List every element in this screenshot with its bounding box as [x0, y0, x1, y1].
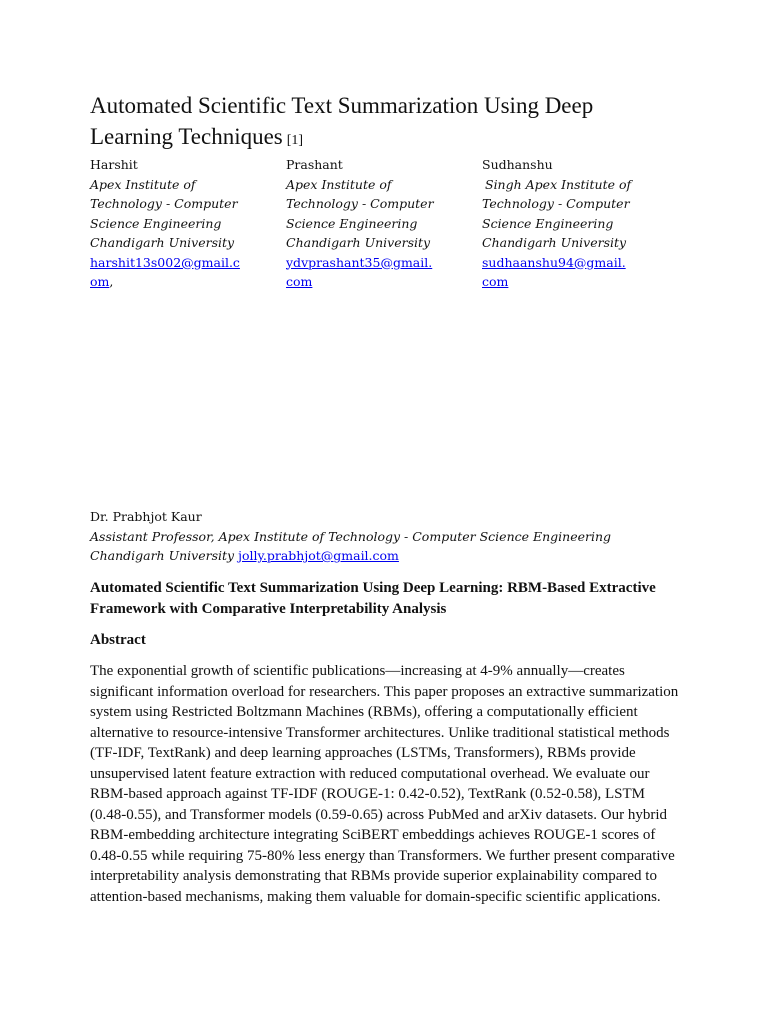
advisor-name: Dr. Prabhjot Kaur: [90, 509, 202, 524]
author-email-trailing: ,: [109, 274, 114, 289]
author-affiliation: Apex Institute of Technology - Computer Science Engineering Chandigarh University: [286, 176, 434, 250]
document-title: [90, 90, 650, 156]
author-block: [286, 155, 482, 292]
abstract-text: The exponential growth of scientific publications—increasing at 4-9% annually—creates significant information overload for researchers. This paper proposes an extractive summarization system using Restricted Boltzmann Machines (RBMs), offering a computationally efficient alternative to resource-intensive Transformer architectures. Unlike traditional statistical methods (TF-IDF, TextRank) and deep learning approaches (LSTMs, Transformers), RBMs provide unsupervised latent feature extraction with reduced computational overhead. We evaluate our RBM-based approach against TF-IDF (ROUGE-1: 0.42-0.52), TextRank (0.52-0.58), LSTM (0.48-0.55), and Transformer models (0.59-0.65) across PubMed and arXiv datasets. Our hybrid RBM-embedding architecture integrating SciBERT embeddings achieves ROUGE-1 scores of 0.48-0.55 while requiring 75-80% less energy than Transformers. We further present comparative interpretability analysis demonstrating that RBMs provide superior explainability compared to attention-based mechanisms, making them valuable for domain-specific scientific applications.: [90, 663, 679, 905]
author-email-link[interactable]: harshit13s002@gmail.com: [90, 254, 240, 289]
reference-marker[interactable]: [1]: [286, 133, 304, 148]
author-name: Harshit: [90, 157, 138, 172]
advisor-affiliation: Assistant Professor, Apex Institute of Technology - Computer Science Engineering Chandigarh University: [90, 528, 612, 563]
author-affiliation: Apex Institute of Technology - Computer Science Engineering Chandigarh University: [90, 176, 238, 250]
author-affiliation: Singh Apex Institute of Technology - Computer Science Engineering Chandigarh University: [482, 176, 632, 250]
author-block: [482, 155, 678, 292]
paper-title: Automated Scientific Text Summarization Using Deep Learning: RBM-Based Extractive Framework with Comparative Interpretability Analysis: [90, 580, 656, 617]
author-list: [90, 155, 678, 292]
author-name: Sudhanshu: [482, 157, 553, 172]
document-title-text: Automated Scientific Text Summarization Using Deep Learning Techniques: [90, 93, 594, 149]
author-email-link[interactable]: sudhaanshu94@gmail.com: [482, 254, 626, 289]
author-block: [90, 155, 286, 292]
abstract-heading: Abstract: [90, 632, 146, 648]
author-email-line: [90, 253, 240, 292]
advisor-email-link[interactable]: jolly.prabhjot@gmail.com: [238, 548, 399, 563]
author-name: Prashant: [286, 157, 343, 172]
author-email-link[interactable]: ydvprashant35@gmail.com: [286, 254, 433, 289]
advisor-block: [90, 507, 680, 566]
